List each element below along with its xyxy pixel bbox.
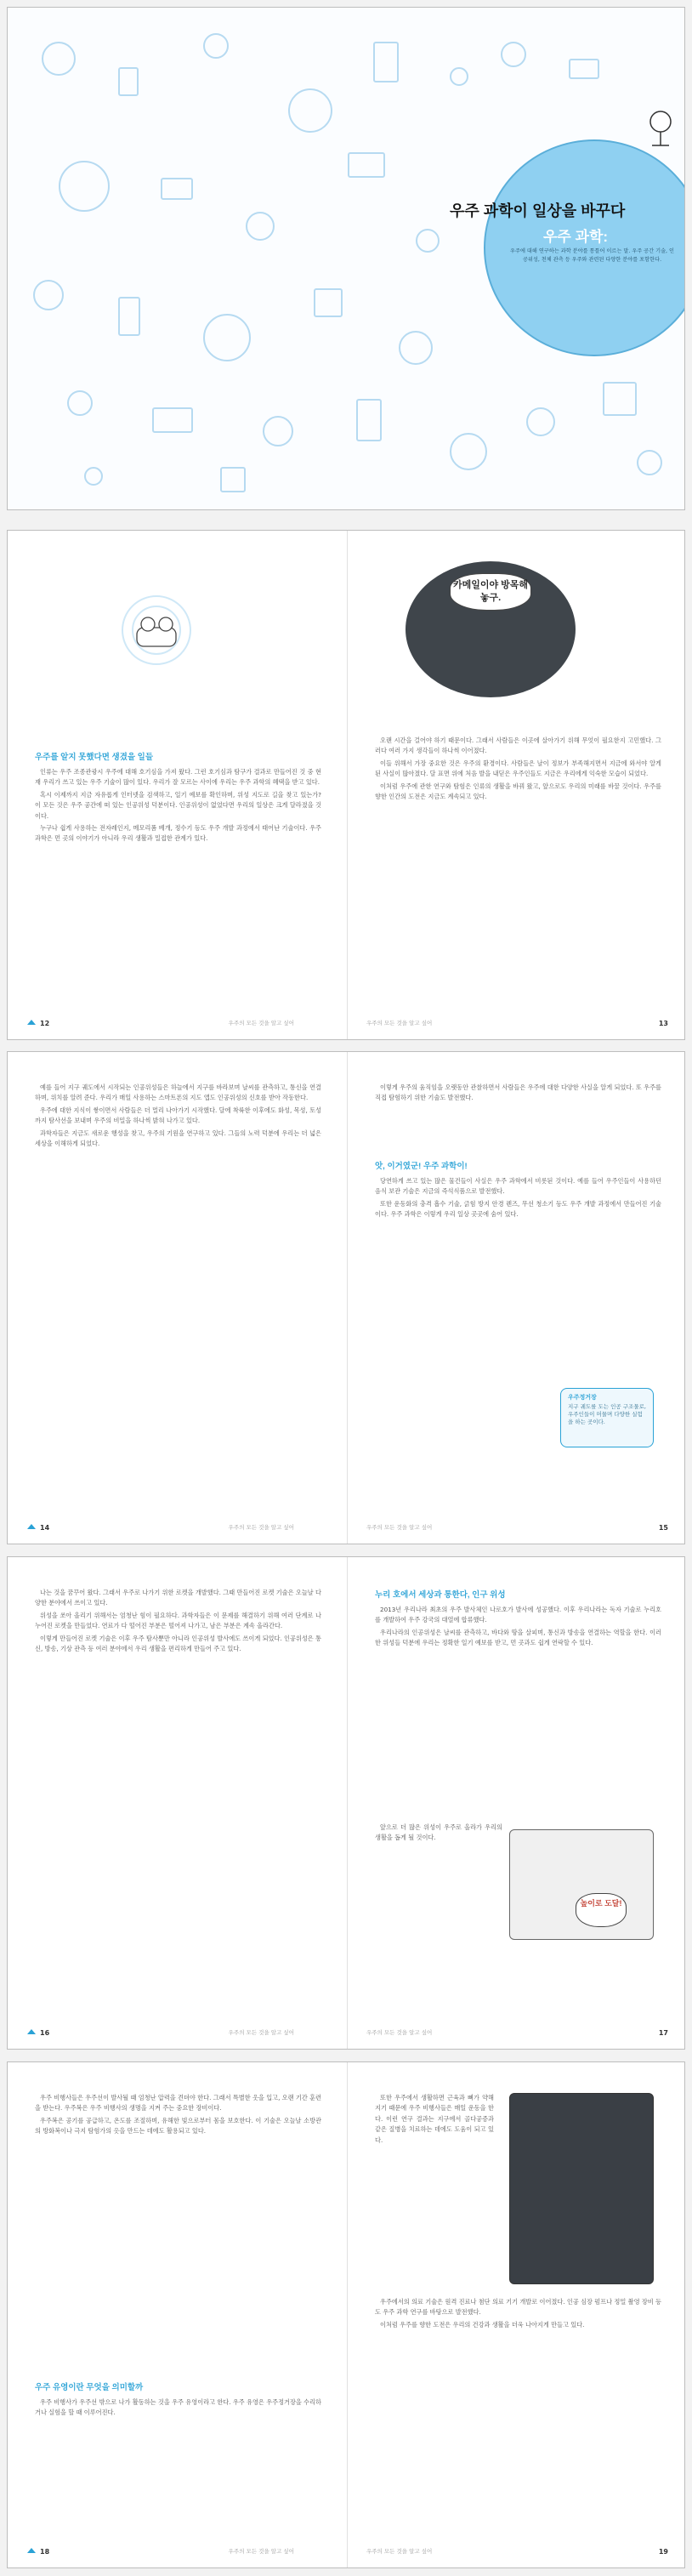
speech-bubble: 높이로 도달! [576, 1893, 627, 1927]
planet-doodle-icon [42, 42, 76, 76]
page-right [348, 1052, 685, 1544]
page-number: 12 [40, 1020, 50, 1027]
cover-title: 우주 과학이 일상을 바꾸다 [450, 202, 626, 219]
book-spread [7, 1051, 685, 1544]
paragraph: 나는 것을 꿈꾸어 왔다. 그래서 우주로 나가기 위한 로켓을 개발했다. 그때 만들어진 로켓 기술은 오늘날 다양한 분야에서 쓰이고 있다. [35, 1589, 321, 1607]
planet-doodle-icon [526, 407, 555, 436]
page-left [8, 1052, 347, 1544]
page-number: 18 [40, 2548, 50, 2556]
paragraph: 앞으로 더 많은 위성이 우주로 올라가 우리의 생활을 돕게 될 것이다. [375, 1823, 502, 1842]
cover-subtitle: 우주 과학: [543, 229, 609, 245]
paragraph: 인류는 우주 조종관광시 우주에 대해 호기심을 가져 왔다. 그런 호기심과 탐구가 결과로 만들어진 것 중 현재 우리가 쓰고 있는 우주 기술이 많이 있다. 우리가 잘 모르는 사이에 우리는 우주 과학의 혜택을 받고 있다. [35, 768, 321, 787]
page-number: 19 [658, 2548, 668, 2556]
paragraph: 우주복은 공기를 공급하고, 온도를 조절하며, 유해한 빛으로부터 몸을 보호한다. 이 기술은 오늘날 소방관의 방화복이나 극지 탐험가의 옷을 만드는 데에도 활용되고 있다. [35, 2116, 321, 2135]
page-footer [26, 1014, 328, 1027]
paragraph: 우주 비행사가 우주선 밖으로 나가 활동하는 것을 우주 유영이라고 한다. 우주 유영은 우주정거장을 수리하거나 실험을 할 때 이루어진다. [35, 2398, 321, 2417]
page-number: 16 [40, 2029, 50, 2037]
astronaut-doodle-icon [246, 212, 275, 241]
page-number: 15 [658, 1524, 668, 1532]
paragraph: 위성을 쏘아 올리기 위해서는 엄청난 힘이 필요하다. 과학자들은 이 문제를 해결하기 위해 여러 단계로 나누어진 로켓을 만들었다. 연료가 다 떨어진 부분은 떨어져 나가고, 남은 부분은 계속 올라간다. [35, 1611, 321, 1630]
page-left [8, 1557, 347, 2049]
satellite-dish-icon [644, 106, 678, 149]
running-header: 우주의 모든 것을 알고 싶어 [228, 2548, 294, 2555]
body-text [375, 1176, 661, 1346]
body-text [375, 1083, 661, 1134]
book-spread [7, 2061, 685, 2568]
cover-description: 우주에 대해 연구하는 과학 분야를 통틀어 이르는 말. 우주 공간 기술, 인공위성, 천체 관측 등 우주와 관련된 다양한 분야를 포함한다. [510, 248, 674, 263]
telescope-doodle-icon [348, 152, 385, 178]
star-doodle-icon [501, 42, 526, 67]
satellite-doodle-icon [161, 178, 193, 200]
rocket-footer-icon [26, 2547, 37, 2554]
moon-doodle-icon [203, 33, 229, 59]
spine-xray-illustration [509, 2093, 654, 2284]
star-doodle-icon [67, 390, 93, 416]
paragraph: 이처럼 우주에 관한 연구와 탐험은 인류의 생활을 바꿔 왔고, 앞으로도 우리의 미래를 바꿀 것이다. 우주를 향한 인간의 도전은 지금도 계속되고 있다. [375, 782, 661, 801]
page-footer [366, 1518, 668, 1532]
paragraph: 또한 운동화의 충격 흡수 기술, 긁힘 방지 안경 렌즈, 무선 청소기 등도 우주 개발 과정에서 만들어진 기술이다. 우주 과학은 이렇게 우리 일상 곳곳에 숨어 있다. [375, 1199, 661, 1219]
info-callout [560, 1388, 654, 1447]
moon-doodle-icon [450, 433, 487, 470]
paragraph: 2013년 우리나라 최초의 우주 발사체인 나로호가 발사에 성공했다. 이후 우리나라는 독자 기술로 누리호를 개발하여 우주 강국의 대열에 합류했다. [375, 1606, 661, 1624]
running-header: 우주의 모든 것을 알고 싶어 [366, 2029, 433, 2036]
star-doodle-icon [450, 67, 468, 86]
body-text [375, 736, 661, 880]
section-title: 우주 유영이란 무엇을 의미할까 [35, 2383, 144, 2392]
astronaut-illustration-icon [118, 592, 195, 668]
rocket-footer-icon [26, 1523, 37, 1530]
paragraph: 또한 우주에서 생활하면 근육과 뼈가 약해지기 때문에 우주 비행사들은 매일 운동을 한다. 이런 연구 결과는 지구에서 골다공증과 같은 질병을 치료하는 데에도 도움이 되고 있다. [375, 2094, 494, 2144]
running-header: 우주의 모든 것을 알고 싶어 [366, 2548, 433, 2555]
body-text [375, 2297, 661, 2510]
page-right [348, 531, 685, 1039]
body-text [35, 1083, 321, 1448]
planet-doodle-icon [416, 229, 440, 253]
robot-doodle-icon [314, 288, 343, 317]
body-text [375, 1605, 661, 1817]
section-title: 누리 호에서 세상과 통한다, 인구 위성 [375, 1590, 506, 1600]
paragraph: 이렇게 만들어진 로켓 기술은 이후 우주 탐사뿐만 아니라 인공위성 발사에도 쓰이게 되었다. 인공위성은 통신, 방송, 기상 관측 등 여러 분야에서 우리 생활을 편리하게 만들어 주고 있다. [35, 1634, 321, 1653]
callout-title: 우주정거장 [568, 1394, 597, 1401]
rocket-footer-icon [26, 2028, 37, 2035]
body-text [375, 2093, 494, 2280]
paragraph: 과학자들은 지금도 새로운 행성을 찾고, 우주의 기원을 연구하고 있다. 그들의 노력 덕분에 우리는 더 넓은 세상을 이해하게 되었다. [35, 1129, 321, 1148]
page-footer [26, 2023, 328, 2037]
page-left [8, 2062, 347, 2567]
body-text [375, 1823, 502, 1891]
paragraph: 우주에 대한 지식이 쌓이면서 사람들은 더 멀리 나아가기 시작했다. 달에 착륙한 이후에도 화성, 목성, 토성까지 탐사선을 보내며 우주의 비밀을 하나씩 밝혀 나가고 있다. [35, 1106, 321, 1125]
astronaut-doodle-icon [220, 467, 246, 492]
earth-doodle-icon [399, 331, 433, 365]
running-header: 우주의 모든 것을 알고 싶어 [228, 1020, 294, 1026]
body-text [35, 1588, 321, 1962]
body-text [35, 2093, 321, 2374]
paragraph: 당연하게 쓰고 있는 많은 물건들이 사실은 우주 과학에서 비롯된 것이다. 예를 들어 우주인들이 사용하던 음식 보관 기술은 지금의 즉석식품으로 발전했다. [375, 1177, 661, 1196]
running-header: 우주의 모든 것을 알고 싶어 [228, 1524, 294, 1531]
page-right [348, 2062, 685, 2567]
cover-spread [7, 7, 685, 510]
satellite-doodle-icon [569, 59, 599, 79]
star-doodle-icon [84, 467, 103, 486]
paragraph: 이렇게 우주의 움직임을 오랫동안 관찰하면서 사람들은 우주에 대한 다양한 사실을 알게 되었다. 또 우주를 직접 탐험하기 위한 기술도 발전했다. [375, 1083, 661, 1102]
speech-bubble: 카메일이야 방목해놓구. [450, 573, 531, 611]
page-number: 14 [40, 1524, 50, 1532]
satellite-illustration [509, 1829, 654, 1940]
body-text [35, 767, 321, 895]
page-footer [26, 1518, 328, 1532]
book-spread [7, 530, 685, 1040]
paragraph: 우주 비행사들은 우주선이 발사될 때 엄청난 압력을 견뎌야 한다. 그래서 특별한 옷을 입고, 오랜 기간 훈련을 받는다. 우주복은 우주 비행사의 생명을 지켜 주는 중요한 장비이다. [35, 2094, 321, 2113]
running-header: 우주의 모든 것을 알고 싶어 [366, 1020, 433, 1026]
section-title: 앗, 이거였군! 우주 과학이! [375, 1162, 468, 1171]
rocket-doodle-icon [118, 297, 140, 336]
robot-doodle-icon [118, 67, 139, 96]
paragraph: 이들 위해서 가장 중요한 것은 우주의 환경이다. 사람들은 날이 정보가 부족해지면서 지금에 와서야 알게 된 사실이 많아졌다. 달 표면 위에 처음 발을 내딛은 우주인들도 지금은 우리에게 익숙한 모습이 되었다. [375, 759, 661, 778]
planet-doodle-icon [263, 416, 293, 446]
ufo-doodle-icon [152, 407, 193, 433]
rocket-doodle-icon [356, 399, 382, 441]
page-footer [366, 2542, 668, 2556]
page-left [8, 531, 347, 1039]
rocket-footer-icon [26, 1019, 37, 1026]
ringed-planet-doodle-icon [203, 314, 251, 361]
moon-doodle-icon [637, 450, 662, 475]
earth-doodle-icon [59, 161, 110, 212]
running-header: 우주의 모든 것을 알고 싶어 [366, 1524, 433, 1531]
callout-text: 지구 궤도를 도는 인공 구조물로, 우주인들이 머물며 다양한 실험을 하는 곳이다. [568, 1403, 646, 1425]
paragraph: 우주에서의 의료 기술은 원격 진료나 첨단 의료 기기 개발로 이어졌다. 인공 심장 펌프나 정밀 촬영 장비 등도 우주 과학 연구를 바탕으로 발전했다. [375, 2298, 661, 2317]
section-title: 우주를 알지 못했다면 생겼을 일들 [35, 753, 154, 762]
body-text [35, 2397, 321, 2465]
paragraph: 오랜 시간을 걸어야 하기 때문이다. 그래서 사람들은 이곳에 살아가기 위해 무엇이 필요한지 고민했다. 그러다 여러 가지 생각들이 하나씩 이어졌다. [375, 736, 661, 755]
paragraph: 혹시 이제까지 지금 자유롭게 인터넷을 검색하고, 일기 예보를 확인하며, 위성 지도로 길을 찾고 있는가? 이 모든 것은 우주 공간에 떠 있는 인공위성 덕분이다. 인공위성이 없었다면 우리의 일상은 크게 달라졌을 것이다. [35, 790, 321, 820]
page-footer [366, 2023, 668, 2037]
page-number: 13 [658, 1020, 668, 1027]
paragraph: 이처럼 우주를 향한 도전은 우리의 건강과 생활을 더욱 나아지게 만들고 있다. [380, 2320, 585, 2329]
robot-doodle-icon [603, 382, 637, 416]
ringed-planet-doodle-icon [288, 88, 332, 133]
moon-doodle-icon [33, 280, 64, 310]
paragraph: 우리나라의 인공위성은 날씨를 관측하고, 바다와 땅을 살피며, 통신과 방송을 연결하는 역할을 한다. 이러한 위성들 덕분에 우리는 정확한 일기 예보를 받고, 먼 곳과도 쉽게 연락할 수 있다. [375, 1628, 661, 1647]
book-spread [7, 1556, 685, 2050]
running-header: 우주의 모든 것을 알고 싶어 [228, 2029, 294, 2036]
page-footer [26, 2542, 328, 2556]
rocket-doodle-icon [373, 42, 399, 82]
paragraph: 예를 들어 지구 궤도에서 시작되는 인공위성들은 하늘에서 지구를 바라보며 날씨를 관측하고, 통신을 연결하며, 위치를 알려 준다. 우리가 매일 사용하는 스마트폰의 지도 앱도 인공위성의 신호를 받아 작동한다. [35, 1083, 321, 1102]
page-number: 17 [658, 2029, 668, 2037]
paragraph: 누구나 쉽게 사용하는 전자레인지, 메모리폼 베개, 정수기 등도 우주 개발 과정에서 태어난 기술이다. 우주 과학은 먼 곳의 이야기가 아니라 우리 생활과 밀접한 관계가 있다. [35, 824, 321, 843]
page-footer [366, 1014, 668, 1027]
page-right [348, 1557, 685, 2049]
